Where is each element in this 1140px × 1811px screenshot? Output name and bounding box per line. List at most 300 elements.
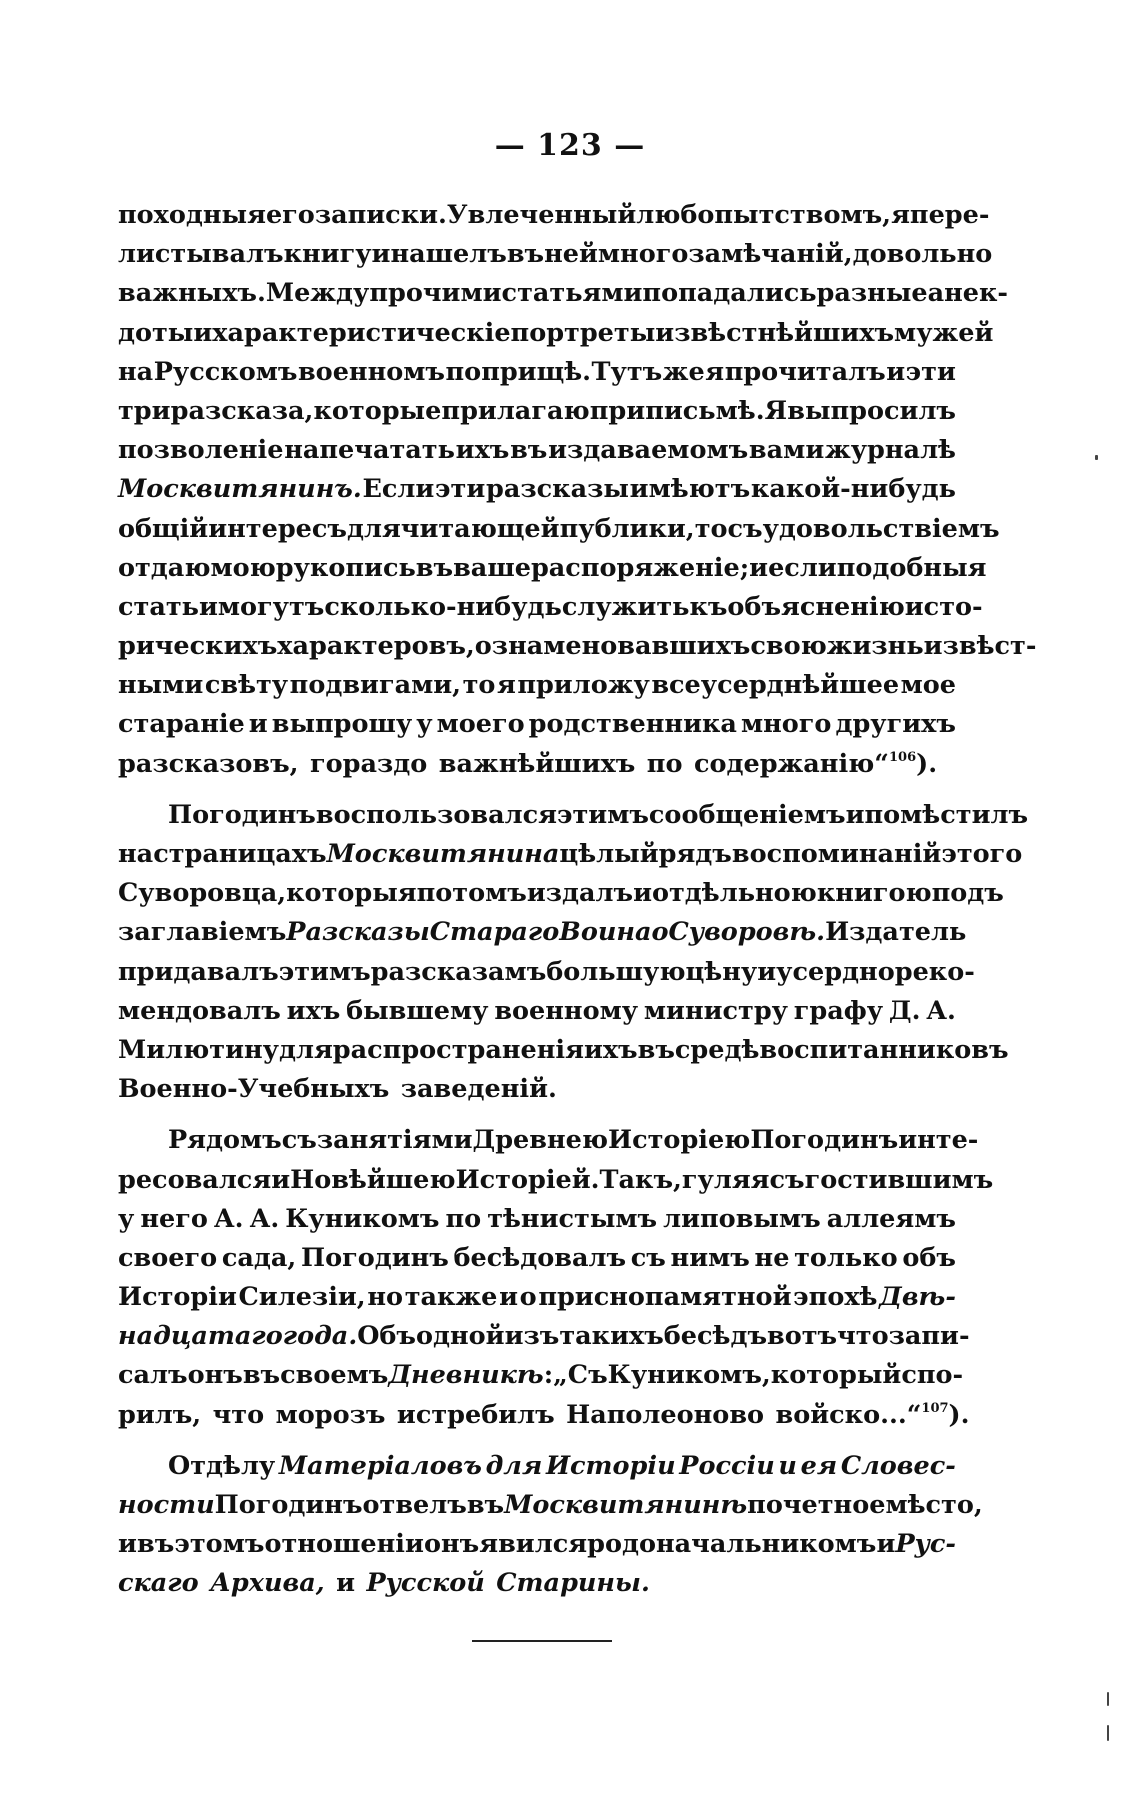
word — [218, 588, 324, 627]
word — [446, 353, 591, 392]
word — [118, 627, 277, 666]
text-fragment: Исторіи — [118, 1282, 237, 1313]
italic-fragment: Москвитянинъ. — [118, 474, 362, 505]
word — [584, 1031, 638, 1070]
word — [286, 874, 416, 913]
word — [463, 666, 496, 705]
text-fragment: отношеніи — [264, 1529, 424, 1560]
word — [688, 235, 852, 274]
text-line — [118, 992, 956, 1031]
word — [505, 1317, 560, 1356]
word — [362, 470, 434, 509]
text-fragment: мужей — [894, 317, 994, 348]
text-fragment: заглавіемъ — [118, 917, 287, 948]
word — [447, 196, 636, 235]
word — [902, 1239, 956, 1278]
text-fragment: попадались — [642, 278, 817, 309]
word — [689, 588, 727, 627]
text-fragment: въ — [242, 1360, 281, 1391]
word — [879, 1278, 956, 1317]
word — [188, 1356, 243, 1395]
word — [645, 392, 764, 431]
word — [118, 1396, 201, 1435]
word — [741, 705, 831, 744]
word — [193, 314, 212, 353]
text-fragment: объ — [902, 1242, 956, 1273]
word — [926, 992, 956, 1031]
italic-fragment: Стараго — [429, 917, 560, 948]
word — [669, 913, 826, 952]
text-fragment: статьи — [118, 591, 218, 622]
text-fragment: на — [118, 839, 154, 869]
italic-fragment: Разсказы — [286, 917, 430, 948]
text-line — [118, 1200, 956, 1239]
word — [301, 1239, 449, 1278]
italic-fragment: Матеріаловъ — [278, 1450, 482, 1481]
text-fragment: ). — [948, 1399, 970, 1430]
scan-speck — [1107, 1692, 1109, 1706]
text-fragment: липовымъ — [663, 1203, 821, 1234]
text-fragment: для — [278, 1034, 333, 1065]
italic-fragment: года. — [282, 1321, 358, 1352]
word — [694, 745, 937, 784]
text-fragment: Суворовца, — [118, 878, 287, 909]
word — [805, 1161, 994, 1200]
word — [279, 1447, 482, 1486]
text-fragment: Куникомъ, — [607, 1360, 771, 1391]
word — [212, 314, 510, 353]
word — [817, 874, 932, 913]
text-line — [118, 431, 956, 470]
word — [544, 235, 598, 274]
word — [316, 796, 557, 835]
text-fragment: записки. — [314, 200, 447, 230]
text-fragment: мое — [900, 670, 956, 701]
text-fragment: статьями — [501, 278, 643, 309]
word — [557, 796, 649, 835]
word — [499, 1278, 518, 1317]
word — [416, 549, 453, 588]
text-fragment: одной — [416, 1321, 505, 1352]
text-fragment: этимъ — [556, 799, 649, 830]
text-fragment: Военно-Учебныхъ — [118, 1074, 390, 1105]
text-fragment: гуляя — [681, 1164, 770, 1195]
text-fragment: бесѣдъ — [663, 1321, 768, 1352]
italic-fragment: Суворовѣ. — [668, 917, 826, 948]
text-fragment: Такъ, — [599, 1164, 682, 1195]
text-fragment: тѣнистымъ — [487, 1203, 658, 1234]
text-fragment: сколько-нибудь — [324, 591, 562, 622]
text-line — [118, 510, 1000, 549]
word — [841, 1447, 956, 1486]
word — [369, 274, 501, 313]
word — [298, 353, 445, 392]
text-fragment: что — [212, 1399, 265, 1430]
italic-fragment: о — [651, 917, 669, 948]
text-fragment: анек- — [927, 278, 1009, 309]
word — [282, 1121, 317, 1160]
text-line — [118, 1239, 956, 1278]
word — [118, 1486, 215, 1525]
text-fragment: страницахъ — [153, 839, 327, 869]
text-fragment: письмѣ. — [645, 395, 765, 426]
text-fragment: другихъ — [835, 709, 956, 740]
text-fragment: Объ — [357, 1321, 416, 1352]
word — [636, 196, 891, 235]
italic-fragment: Архива, — [210, 1568, 325, 1599]
text-fragment: Погодинъ — [168, 799, 316, 830]
text-fragment: же — [662, 356, 705, 387]
italic-fragment: Дневникѣ — [388, 1360, 544, 1391]
word — [286, 913, 430, 952]
word — [633, 874, 652, 913]
text-fragment: которые — [313, 395, 442, 426]
word — [659, 835, 732, 874]
word — [208, 510, 347, 549]
text-fragment: А. — [926, 995, 956, 1026]
text-fragment: мѣсто, — [885, 1490, 983, 1520]
text-fragment: только — [794, 1242, 898, 1273]
word — [889, 992, 921, 1031]
text-line — [118, 1486, 983, 1525]
word — [864, 796, 1028, 835]
text-fragment: средѣ — [674, 1034, 760, 1065]
word — [118, 874, 286, 913]
text-fragment: аллеямъ — [826, 1203, 956, 1234]
word — [118, 510, 208, 549]
text-fragment: Новѣйшею — [290, 1164, 456, 1195]
text-fragment: подвигами, — [289, 670, 462, 701]
word — [801, 1447, 838, 1486]
word — [168, 796, 316, 835]
word — [507, 235, 544, 274]
text-fragment: объясненію — [727, 591, 905, 622]
text-fragment: любопытствомъ, — [636, 200, 892, 230]
word — [644, 992, 788, 1031]
section-rule — [472, 1640, 612, 1642]
word — [363, 1486, 467, 1525]
word — [317, 1121, 473, 1160]
word — [682, 1161, 770, 1200]
text-fragment: съ — [281, 1125, 317, 1156]
word — [249, 705, 268, 744]
text-fragment: и — [118, 1529, 137, 1560]
text-fragment: Если — [362, 474, 435, 505]
text-fragment: всеусерднѣйшее — [651, 670, 900, 701]
text-line — [118, 874, 1004, 913]
italic-fragment: Исторіи — [545, 1450, 676, 1481]
text-fragment: почетное — [747, 1490, 886, 1520]
word — [118, 1564, 199, 1603]
text-fragment: пере- — [909, 200, 990, 230]
text-fragment: эти — [435, 474, 486, 505]
word — [283, 1317, 357, 1356]
text-line — [118, 353, 956, 392]
word — [548, 431, 748, 470]
word — [118, 913, 286, 952]
text-fragment: цѣлый — [559, 839, 659, 869]
text-line — [118, 1278, 956, 1317]
word — [846, 796, 865, 835]
text-fragment: явился — [479, 1529, 588, 1560]
text-line — [118, 196, 990, 235]
text-fragment: приснопамятной — [538, 1282, 792, 1313]
word — [510, 431, 547, 470]
text-fragment: разные — [816, 278, 928, 309]
text-fragment: книгу — [283, 239, 372, 270]
word — [154, 353, 298, 392]
word — [424, 1525, 479, 1564]
word — [941, 835, 1022, 874]
word — [153, 835, 326, 874]
word — [559, 1317, 663, 1356]
text-fragment: : — [543, 1360, 554, 1391]
word — [401, 1070, 557, 1109]
text-fragment: него — [140, 1203, 208, 1234]
word — [276, 549, 416, 588]
word — [264, 1525, 423, 1564]
word — [479, 1525, 587, 1564]
text-line — [118, 314, 994, 353]
word — [214, 1200, 244, 1239]
text-line — [118, 953, 975, 992]
text-fragment: Между — [265, 278, 370, 309]
word — [279, 953, 371, 992]
text-fragment: и — [193, 317, 213, 348]
text-fragment: Погодинъ — [750, 1125, 899, 1156]
word — [647, 745, 683, 784]
text-fragment: и — [886, 356, 906, 387]
text-fragment: не — [754, 1242, 790, 1273]
word — [441, 392, 589, 431]
word — [277, 627, 475, 666]
word — [357, 1317, 416, 1356]
word — [886, 353, 905, 392]
text-fragment: разсказы — [486, 474, 629, 505]
word — [205, 666, 288, 705]
word — [118, 1070, 389, 1109]
word — [885, 1486, 982, 1525]
text-fragment: замѣчаній, — [688, 239, 853, 270]
text-line — [118, 913, 967, 952]
text-fragment: морозъ — [275, 1399, 386, 1430]
text-fragment: свѣту — [204, 670, 289, 701]
italic-fragment: Воина — [559, 917, 652, 948]
word — [346, 992, 488, 1031]
word — [250, 1200, 280, 1239]
text-fragment: запи- — [888, 1321, 970, 1352]
text-fragment: характеристическіе — [212, 317, 511, 348]
text-fragment: извѣстнѣйшихъ — [655, 317, 895, 348]
word — [285, 1200, 439, 1239]
word — [767, 1317, 837, 1356]
text-fragment: сада, — [221, 1242, 297, 1273]
text-fragment: Рядомъ — [168, 1125, 282, 1156]
scan-speck — [1095, 455, 1098, 460]
word — [511, 314, 656, 353]
italic-fragment: надцатаго — [118, 1321, 283, 1352]
text-fragment: у — [118, 1203, 135, 1234]
word — [898, 1121, 978, 1160]
word — [118, 1161, 271, 1200]
text-fragment: въ — [415, 552, 454, 583]
word — [118, 314, 193, 353]
word — [290, 666, 461, 705]
text-fragment: этимъ — [278, 956, 371, 987]
word — [553, 1356, 608, 1395]
text-fragment: прочиталъ — [724, 356, 886, 387]
text-fragment: этого — [941, 839, 1023, 869]
word — [598, 235, 688, 274]
text-fragment: Погодинъ — [214, 1490, 363, 1520]
word — [456, 431, 510, 470]
word — [486, 1447, 543, 1486]
text-fragment: отдѣльною — [651, 878, 817, 909]
word — [118, 353, 153, 392]
text-line — [118, 470, 956, 509]
footnote-marker: 106 — [888, 749, 917, 765]
word — [367, 1564, 485, 1603]
word — [901, 666, 956, 705]
word — [768, 549, 837, 588]
word — [679, 1447, 774, 1486]
text-line — [118, 705, 956, 744]
word — [587, 1525, 876, 1564]
text-fragment: помѣстилъ — [864, 799, 1029, 830]
word — [118, 1200, 134, 1239]
text-fragment: ихъ — [286, 995, 341, 1026]
word — [324, 588, 561, 627]
word — [776, 1396, 970, 1435]
text-fragment: Милютину — [118, 1034, 279, 1065]
word — [287, 992, 341, 1031]
text-fragment: въ — [506, 239, 545, 270]
text-fragment: А. — [213, 1203, 244, 1234]
word — [276, 1396, 386, 1435]
text-fragment: Увлеченный — [446, 200, 637, 230]
text-fragment: выпрошу — [271, 709, 413, 740]
word — [118, 992, 281, 1031]
text-fragment: Наполеоново — [566, 1399, 765, 1430]
text-fragment: при — [589, 395, 646, 426]
text-fragment: книгою — [816, 878, 932, 909]
word — [118, 745, 299, 784]
text-fragment: я — [891, 200, 910, 230]
word — [631, 1239, 666, 1278]
word — [906, 353, 956, 392]
text-fragment: важнѣйшихъ — [438, 748, 636, 779]
text-fragment: рическихъ — [118, 631, 278, 662]
text-fragment: Куникомъ — [285, 1203, 440, 1234]
word — [222, 1239, 296, 1278]
text-fragment: и — [633, 878, 652, 909]
text-fragment: гостившимъ — [804, 1164, 994, 1195]
word — [280, 1356, 388, 1395]
word — [889, 1317, 970, 1356]
word — [327, 835, 560, 874]
word — [531, 549, 749, 588]
word — [137, 1525, 174, 1564]
text-fragment: родственника — [528, 709, 737, 740]
word — [732, 835, 941, 874]
word — [895, 953, 975, 992]
word — [239, 1278, 366, 1317]
word — [747, 1486, 885, 1525]
text-fragment: по — [646, 748, 683, 779]
text-fragment: Силезіи, — [238, 1282, 366, 1313]
word — [367, 1278, 403, 1317]
text-fragment: я — [496, 670, 516, 701]
text-fragment: по — [445, 1203, 482, 1234]
word — [787, 392, 956, 431]
text-fragment: большую — [546, 956, 686, 987]
text-fragment: журналѣ — [824, 435, 956, 466]
word — [333, 1031, 584, 1070]
text-fragment: издалъ — [526, 878, 634, 909]
text-fragment: онъ — [187, 1360, 243, 1391]
text-fragment: цѣну — [685, 956, 758, 987]
word — [750, 627, 826, 666]
word — [663, 1200, 821, 1239]
word — [835, 705, 955, 744]
scan-speck — [1107, 1725, 1109, 1741]
italic-fragment: Словес- — [840, 1450, 956, 1481]
word — [794, 992, 883, 1031]
text-fragment: ней — [544, 239, 598, 270]
text-fragment: много — [597, 239, 689, 270]
text-fragment: интересъ — [208, 513, 347, 544]
text-fragment: жизнь — [826, 631, 924, 662]
word — [891, 196, 910, 235]
word — [118, 835, 153, 874]
word — [243, 1356, 280, 1395]
word — [140, 1200, 208, 1239]
text-fragment: общій — [118, 513, 209, 544]
text-fragment: мендовалъ — [118, 995, 281, 1026]
text-fragment: ). — [916, 748, 938, 779]
word — [905, 588, 983, 627]
text-fragment: извѣст- — [923, 631, 1037, 662]
text-fragment: разсказа, — [170, 395, 314, 426]
text-fragment: и — [845, 799, 865, 830]
text-fragment: спо- — [901, 1360, 964, 1391]
word — [118, 1278, 237, 1317]
text-fragment: изъ — [504, 1321, 560, 1352]
text-fragment: ихъ — [455, 435, 510, 466]
word — [928, 274, 1008, 313]
word — [559, 835, 658, 874]
word — [118, 1525, 137, 1564]
text-fragment: Отдѣлу — [168, 1450, 276, 1481]
word — [118, 953, 279, 992]
word — [763, 510, 1000, 549]
text-fragment: позволеніе — [118, 435, 284, 466]
text-fragment: свою — [750, 631, 827, 662]
text-fragment: Русскомъ — [153, 356, 298, 387]
text-fragment: и — [371, 239, 391, 270]
word — [771, 1356, 902, 1395]
text-fragment: и — [876, 1529, 896, 1560]
word — [778, 1447, 797, 1486]
text-fragment: служить — [561, 591, 690, 622]
word — [559, 913, 651, 952]
text-fragment: что — [837, 1321, 889, 1352]
word — [473, 1121, 608, 1160]
text-fragment: министру — [643, 995, 788, 1026]
word — [538, 1278, 791, 1317]
word — [496, 1564, 650, 1603]
word — [453, 549, 531, 588]
